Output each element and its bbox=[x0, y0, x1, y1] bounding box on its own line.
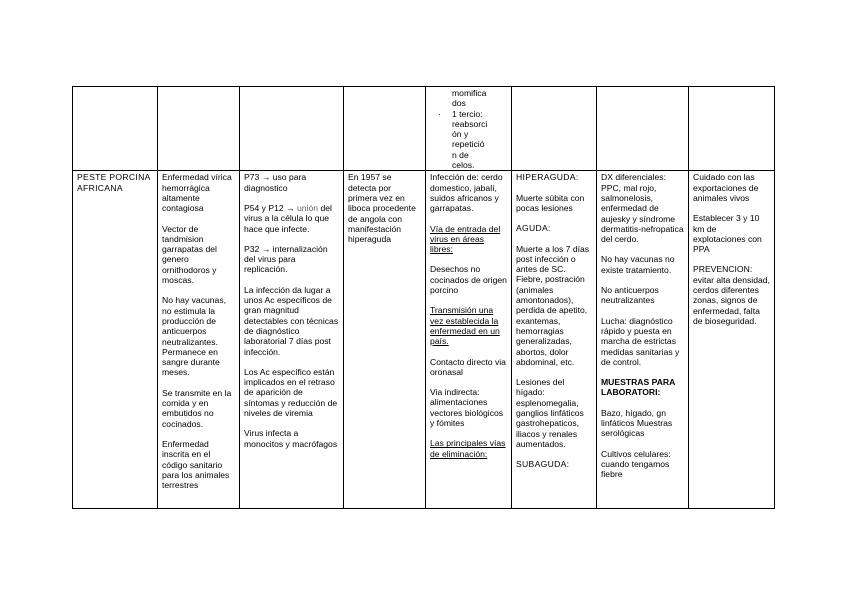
arrow-icon: → bbox=[261, 172, 271, 183]
table-row-peste-porcina bbox=[73, 171, 775, 509]
arrow-icon: → bbox=[261, 243, 271, 254]
p73-line: P73 → uso para diagnostico bbox=[244, 172, 307, 193]
p54-line: P54 y P12 → unión del virus a la célula lo que hace que infecte. bbox=[244, 202, 332, 234]
cell-r1-c2 bbox=[158, 87, 240, 171]
cell-r1-c4 bbox=[344, 87, 426, 171]
cell-r1-c6 bbox=[512, 87, 597, 171]
reabsorption-bullet: · 1 tercio: reabsorci ón y repetició n de celos. bbox=[430, 109, 507, 171]
proteins-cell: P73 → uso para diagnostico P54 y P12 → unión del virus a la célula lo que hace que infecte. P32 → internalización del virus para replicación. La infección da lugar a unos Ac específicos de gran magnitud detectables con técnicas de diagnóstico laboratorial 7 días post infección. Los Ac específico están implicados en el retraso de aparición de síntomas y reducción de niveles de viremia Virus infecta a monocitos y macrófagos bbox=[240, 171, 344, 509]
diagnosis-cell: DX diferenciales: PPC, mal rojo, salmonelosis, enfermedad de aujesky y síndrome dermatitis-nefropatica del cerdo. No hay vacunas no existe tratamiento. No anticuerpos neutralizantes Lucha: diagnóstico rápido y puesta en marcha de estrictas medidas sanitarias y de control. MUESTRAS PARA LABORATORI: Bazo, hígado, gn linfáticos Muestras serológicas Cultivos celulares: cuando tengamos fiebre bbox=[597, 171, 689, 509]
description-cell: Enfermedad vírica hemorrágica altamente contagiosa Vector de tandmision garrapatas del genero ornithodoros y moscas. No hay vacunas, no estimula la producción de anticuerpos neutralizantes. Permanece en sangre durante meses. Se transmite en la comida y en embutidos no cocinados. Enfermedad inscrita en el código sanitario para los animales terrestres bbox=[158, 171, 240, 509]
disease-name-cell bbox=[73, 171, 158, 509]
arrow-icon: → bbox=[286, 202, 295, 213]
clinical-forms-cell: HIPERAGUDA: Muerte súbita con pocas lesiones AGUDA: Muerte a los 7 días post infección o antes de SC. Fiebre, postración (animales amontonados), perdida de apetito, exantemas, hemorragias generalizadas, abortos, dolor abdominal, etc. Lesiones del hígado: esplenomegalia, ganglios linfáticos gastrohepaticos, iliacos y renales aumentados. SUBAGUDA: bbox=[512, 171, 597, 509]
disease-table bbox=[72, 86, 775, 509]
cell-r1-c3 bbox=[240, 87, 344, 171]
cell-r1-c8 bbox=[689, 87, 775, 171]
cell-r1-c1 bbox=[73, 87, 158, 171]
cell-r1-c5 bbox=[426, 87, 512, 171]
history-cell: En 1957 se detecta por primera vez en liboca procedente de angola con manifestación hiperaguda bbox=[344, 171, 426, 509]
cell-r1-c7 bbox=[597, 87, 689, 171]
prevention-cell: Cuidado con las exportaciones de animales vivos Establecer 3 y 10 km de explotaciones con PPA PREVENCION: evitar alta densidad, cerdos diferentes zonas, signos de enfermedad, falta de bioseguridad. bbox=[689, 171, 775, 509]
transmission-cell: Infección de: cerdo domestico, jabalí, suidos africanos y garrapatas. Vía de entrada del virus en áreas libres: Desechos no cocinados de origen porcino Transmisión una vez establecida la enfermedad en un país. Contacto directo via oronasal Via indirecta: alimentaciones vectores biológicos y fómites Las principales vías de eliminación: bbox=[426, 171, 512, 509]
table-row-continuation bbox=[73, 87, 775, 171]
p32-line: P32 → internalización del virus para replicación. bbox=[244, 243, 328, 275]
disease-name: PESTE PORCINA AFRICANA bbox=[77, 172, 151, 193]
mummified-text: momifica dos bbox=[452, 88, 487, 109]
